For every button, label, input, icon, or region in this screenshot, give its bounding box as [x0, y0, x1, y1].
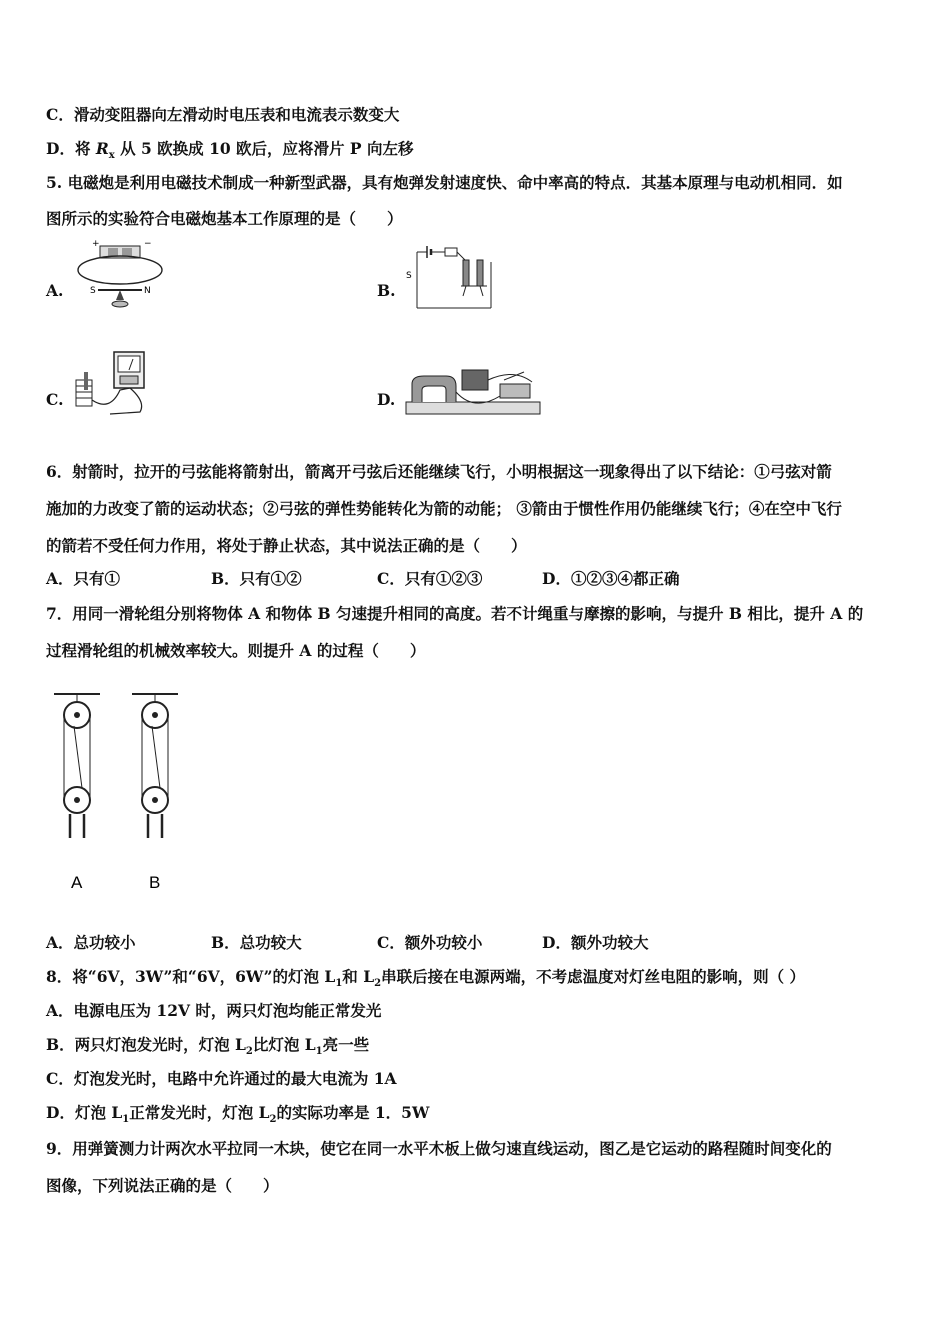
fig-a-minus: −: [144, 240, 152, 249]
q5-figure-c-galvanometer: [70, 350, 156, 422]
option-d-prev: D．将 $R_x$ 从 5 欧换成 10 欧后，应将滑片 P 向左移: [46, 139, 414, 162]
q5-option-b-label: B.: [377, 281, 396, 300]
option-c-prev: C．滑动变阻器向左滑动时电压表和电流表示数变大: [46, 105, 400, 124]
q6-stem-line2: 施加的力改变了箭的运动状态；②弓弦的弹性势能转化为箭的动能； ③箭由于惯性作用仍能继续飞行；④在空中飞行: [46, 499, 842, 518]
pulley-system-b: [132, 694, 178, 892]
q7-option-d: D．额外功较大: [542, 933, 649, 952]
q6-option-a: A．只有①: [46, 569, 121, 588]
q5-figure-d-motor-apparatus: [404, 362, 542, 420]
q6-option-d: D．①②③④都正确: [542, 569, 680, 588]
fig-a-n: N: [144, 286, 151, 296]
q6-option-b: B．只有①②: [211, 569, 302, 588]
q7-option-c: C．额外功较小: [377, 933, 483, 952]
q7-fig-label-a: A: [71, 873, 83, 892]
q5-option-a-label: A.: [46, 281, 64, 300]
q7-fig-label-b: B: [149, 873, 161, 892]
q6-stem-line1: 6．射箭时，拉开的弓弦能将箭射出，箭离开弓弦后还能继续飞行，小明根据这一现象得出了以下结论：①弓弦对箭: [46, 462, 832, 481]
q8-stem: 8．将“6V，3W”和“6V，6W”的灯泡 $L_1$和 $L_2$串联后接在电源两端，不考虑温度对灯丝电阻的影响，则（ ）: [46, 967, 805, 990]
q5-stem-line2: 图所示的实验符合电磁炮基本工作原理的是（ ）: [46, 209, 403, 228]
q8-option-c: C．灯泡发光时，电路中允许通过的最大电流为 1A: [46, 1069, 397, 1088]
q7-stem-line2: 过程滑轮组的机械效率较大。则提升 A 的过程（ ）: [46, 641, 426, 660]
q7-option-b: B．总功较大: [211, 933, 302, 952]
q5-figure-a-solenoid: [72, 240, 170, 312]
q6-stem-line3: 的箭若不受任何力作用，将处于静止状态，其中说法正确的是（ ）: [46, 536, 527, 555]
q5-option-d-label: D.: [377, 390, 396, 409]
q6-option-c: C．只有①②③: [377, 569, 483, 588]
q8-option-a: A．电源电压为 12V 时，两只灯泡均能正常发光: [46, 1001, 382, 1020]
q5-stem-line1: 5. 电磁炮是利用电磁技术制成一种新型武器，具有炮弹发射速度快、命中率高的特点．其基本原理与电动机相同．如: [46, 173, 843, 192]
fig-b-s: S: [406, 271, 412, 281]
fig-a-s: S: [90, 286, 96, 296]
q7-stem-line1: 7．用同一滑轮组分别将物体 A 和物体 B 匀速提升相同的高度。若不计绳重与摩擦的影响，与提升 B 相比，提升 A 的: [46, 604, 864, 623]
pulley-system-a: [54, 694, 100, 892]
q8-option-b: B．两只灯泡发光时，灯泡 $L_2$比灯泡 $L_1$亮一些: [46, 1035, 370, 1058]
q9-stem-line2: 图像，下列说法正确的是（ ）: [46, 1176, 279, 1195]
q9-stem-line1: 9．用弹簧测力计两次水平拉同一木块，使它在同一水平木板上做匀速直线运动，图乙是它运动的路程随时间变化的: [46, 1139, 832, 1158]
q5-figure-b-circuit: [405, 242, 497, 314]
q8-option-d: D．灯泡 $L_1$正常发光时，灯泡 $L_2$的实际功率是 1．5W: [46, 1103, 430, 1126]
fig-a-plus: +: [92, 240, 100, 249]
q7-option-a: A．总功较小: [46, 933, 136, 952]
q5-option-c-label: C.: [46, 390, 64, 409]
q7-figure-pulley-systems: [48, 688, 188, 893]
